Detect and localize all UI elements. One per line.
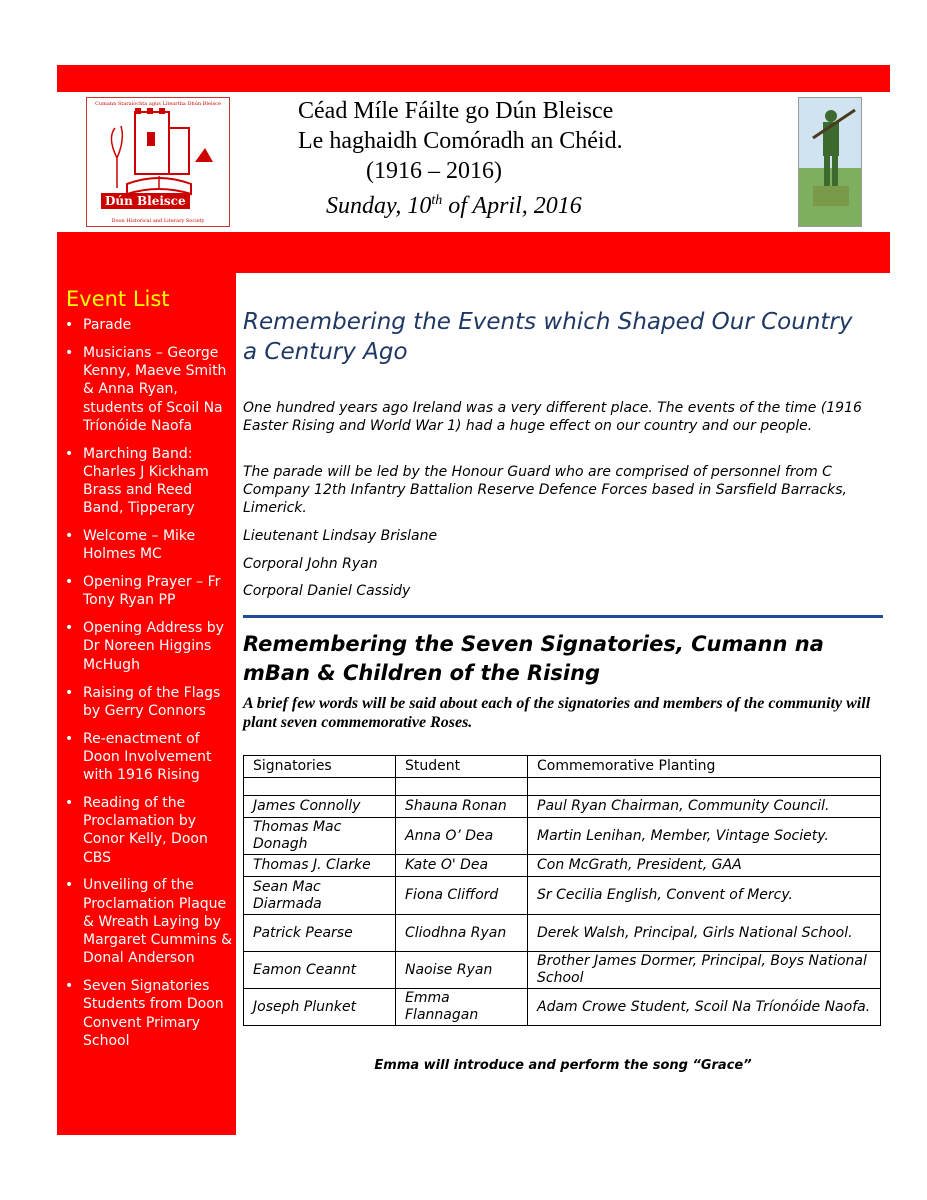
table-cell: Cliodhna Ryan [396,915,528,952]
section2-intro: A brief few words will be said about each of the signatories and members of the community will plant seven commemorative Roses. [243,695,871,731]
logo-bottom-text: Doon Historical and Literary Society [111,218,205,224]
event-date [240,186,790,221]
table-cell [396,778,528,796]
list-item: • Opening Address by Dr Noreen Higgins McHugh [57,619,236,674]
table-cell: Anna O’ Dea [396,818,528,855]
list-item: • Reading of the Proclamation by Conor Kelly, Doon CBS [57,794,236,867]
list-item: • Re-enactment of Doon Involvement with 1916 Rising [57,730,236,785]
table-cell: Con McGrath, President, GAA [528,855,881,877]
sidebar-title: Event List [66,287,170,311]
table-row [244,952,881,989]
section2-heading: Remembering the Seven Signatories, Cumann na mBan & Children of the Rising [243,632,824,685]
table-cell: Eamon Ceannt [244,952,396,989]
top-red-bar [57,65,890,92]
page-title [240,96,790,221]
table-cell: Derek Walsh, Principal, Girls National School. [528,915,881,952]
table-cell: Martin Lenihan, Member, Vintage Society. [528,818,881,855]
table-cell: Sr Cecilia English, Convent of Mercy. [528,877,881,915]
table-cell: Shauna Ronan [396,796,528,818]
table-row [244,989,881,1026]
table-cell: James Connolly [244,796,396,818]
list-item: • Musicians – George Kenny, Maeve Smith & Anna Ryan, students of Scoil Na Tríonóide Naofa [57,344,236,435]
table-row [244,796,881,818]
table-header: Commemorative Planting [528,756,881,778]
title-line-1: Céad Míle Fáilte go Dún Bleisce [298,98,614,124]
list-item: • Parade [57,316,236,334]
list-item: • Welcome – Mike Holmes MC [57,527,236,563]
section1-heading: Remembering the Events which Shaped Our Country a Century Ago [243,309,853,365]
statue-image [799,98,862,227]
table-cell: Paul Ryan Chairman, Community Council. [528,796,881,818]
honour-guard-3: Corporal Daniel Cassidy [243,583,411,599]
section1-paragraph-1: One hundred years ago Ireland was a very different place. The events of the time (1916 Easter Rising and World War 1) had a huge effect on our country and our people. [243,400,862,434]
table-cell: Naoise Ryan [396,952,528,989]
table-cell: Adam Crowe Student, Scoil Na Tríonóide Naofa. [528,989,881,1026]
table-row [244,818,881,855]
date-post: of April, 2016 [442,193,582,219]
table-header-row [244,756,881,778]
list-item: • Raising of the Flags by Gerry Connors [57,684,236,720]
table-header: Student [396,756,528,778]
title-line-3: (1916 – 2016) [366,158,502,184]
table-cell: Kate O' Dea [396,855,528,877]
section-divider [243,615,883,618]
header-red-band [57,232,890,269]
title-line-2: Le haghaidh Comóradh an Chéid. [298,128,623,154]
section1-paragraph-2: The parade will be led by the Honour Guard who are comprised of personnel from C Company 12th Infantry Battalion Reserve Defence Forces based in Sarsfield Barracks, Limerick. [243,464,847,516]
date-pre: Sunday, 10 [326,193,432,219]
date-sup: th [431,193,443,208]
signatories-table [243,755,881,1026]
closing-note: Emma will introduce and perform the song “Grace” [374,1058,752,1073]
honour-guard-2: Corporal John Ryan [243,556,378,572]
event-list-sidebar [57,269,236,1135]
table-cell: Sean Mac Diarmada [244,877,396,915]
table-cell: Patrick Pearse [244,915,396,952]
logo-top-text: Cumann Staraíochta agus Liteartha Dhún Bleisce [95,101,221,107]
statue-photo [798,97,862,227]
list-item: • Marching Band: Charles J Kickham Brass and Reed Band, Tipperary [57,445,236,518]
table-cell [244,778,396,796]
table-cell: Emma Flannagan [396,989,528,1026]
list-item: • Unveiling of the Proclamation Plaque & Wreath Laying by Margaret Cummins & Donal Anderson [57,876,236,967]
table-cell: Joseph Plunket [244,989,396,1026]
table-cell: Thomas J. Clarke [244,855,396,877]
table-row [244,877,881,915]
table-cell: Fiona Clifford [396,877,528,915]
table-row-empty [244,778,881,796]
table-row [244,915,881,952]
table-cell: Thomas Mac Donagh [244,818,396,855]
table-cell: Brother James Dormer, Principal, Boys National School [528,952,881,989]
event-list [57,316,236,1060]
content-top-rule [236,269,890,273]
table-header: Signatories [244,756,396,778]
honour-guard-1: Lieutenant Lindsay Brislane [243,528,438,544]
table-cell [528,778,881,796]
society-logo [86,97,230,227]
list-item: • Opening Prayer – Fr Tony Ryan PP [57,573,236,609]
list-item: • Seven Signatories Students from Doon Convent Primary School [57,977,236,1050]
table-row [244,855,881,877]
logo-name: Dún Bleisce [101,193,190,209]
